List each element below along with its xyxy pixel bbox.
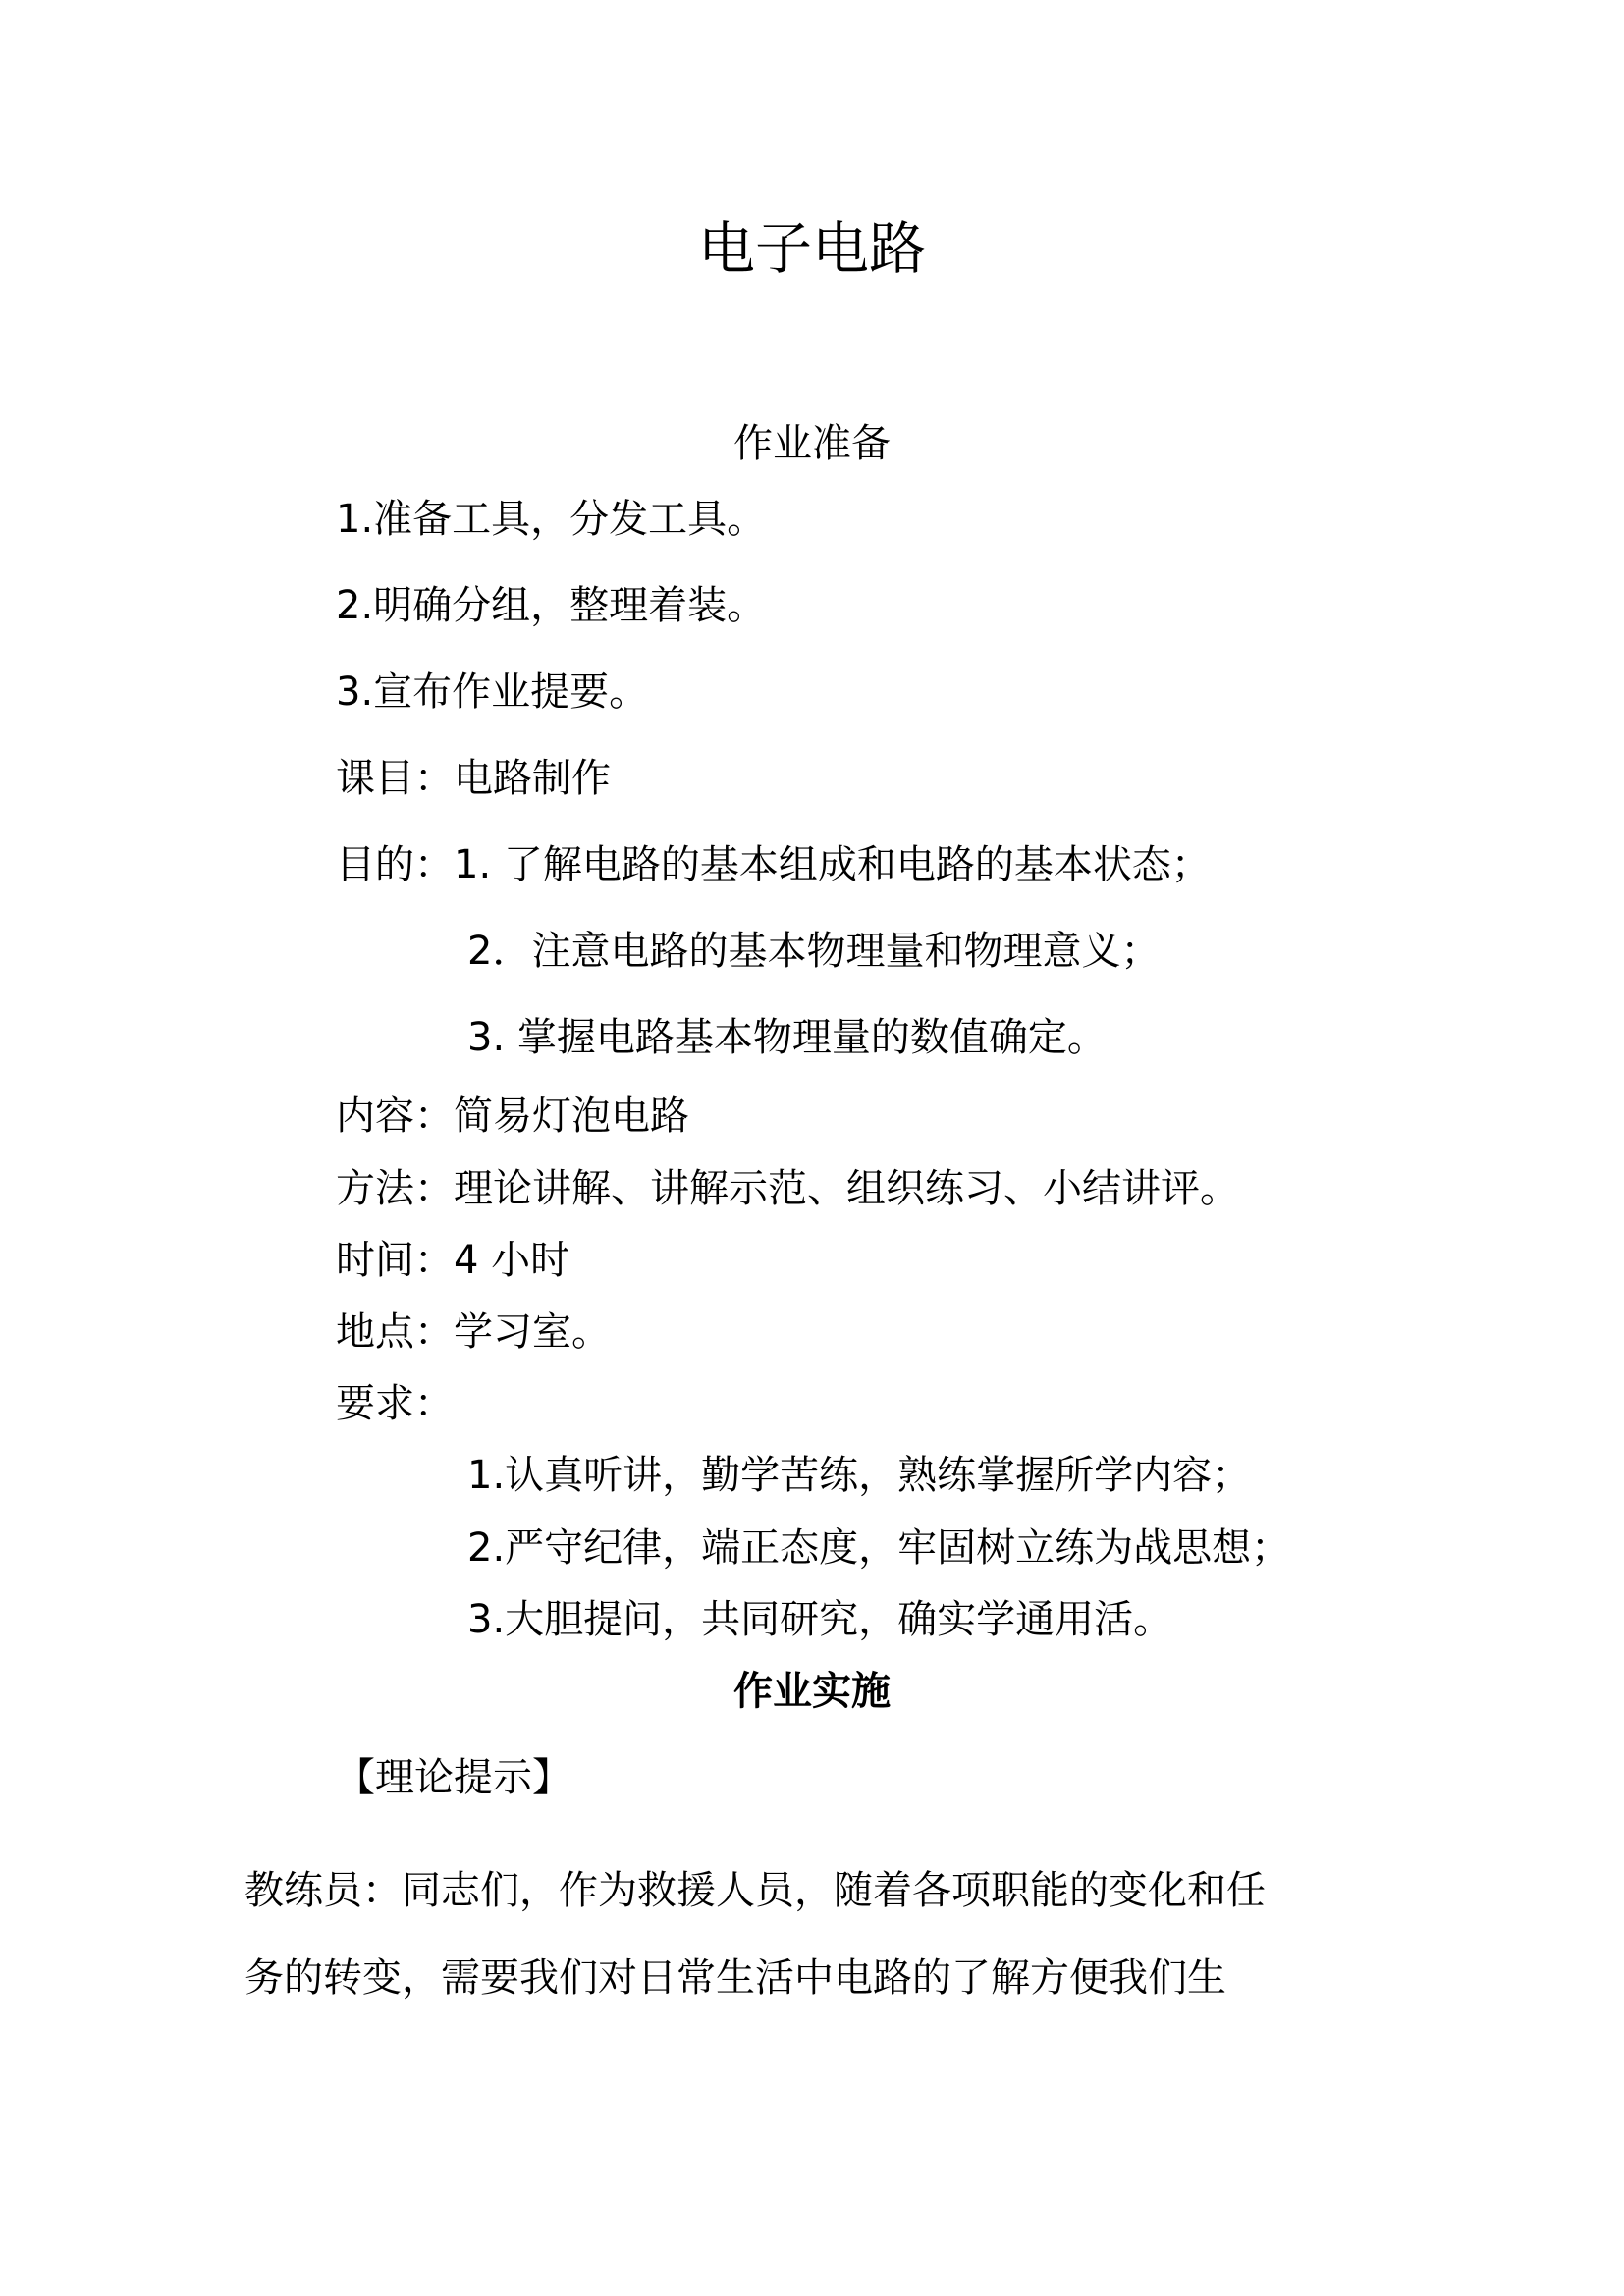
time-value: 4 小时 bbox=[454, 1238, 570, 1283]
content-row bbox=[336, 1094, 689, 1139]
method-value: 理论讲解、讲解示范、组织练习、小结讲评。 bbox=[454, 1166, 1239, 1211]
prepare-step-3: 3.宣布作业提要。 bbox=[336, 669, 649, 715]
purpose-item-1: 1. 了解电路的基本组成和电路的基本状态； bbox=[454, 842, 1211, 887]
paragraph-line-2: 务的转变，需要我们对日常生活中电路的了解方便我们生 bbox=[244, 1955, 1226, 2001]
content-label: 内容： bbox=[336, 1094, 454, 1139]
method-row bbox=[336, 1166, 1239, 1211]
purpose-label: 目的： bbox=[336, 842, 454, 887]
purpose-item-2: 2．注意电路的基本物理量和物理意义； bbox=[467, 929, 1161, 974]
section-heading-prepare: 作业准备 bbox=[733, 421, 891, 466]
subject-row bbox=[336, 756, 611, 801]
location-row bbox=[336, 1309, 611, 1355]
requirement-item-2: 2.严守纪律，端正态度，牢固树立练为战思想； bbox=[467, 1525, 1291, 1571]
requirements-label: 要求： bbox=[336, 1381, 454, 1426]
subject-label: 课目： bbox=[336, 756, 454, 801]
location-label: 地点： bbox=[336, 1309, 454, 1355]
subject-value: 电路制作 bbox=[454, 756, 611, 801]
requirement-item-3: 3.大胆提问，共同研究，确实学通用活。 bbox=[467, 1597, 1173, 1642]
purpose-row bbox=[336, 842, 1211, 887]
method-label: 方法： bbox=[336, 1166, 454, 1211]
prepare-step-2: 2.明确分组，整理着装。 bbox=[336, 583, 767, 628]
content-value: 简易灯泡电路 bbox=[454, 1094, 689, 1139]
time-row bbox=[336, 1238, 570, 1283]
theory-hint-heading: 【理论提示】 bbox=[336, 1755, 571, 1800]
paragraph-line-1: 教练员：同志们，作为救援人员，随着各项职能的变化和任 bbox=[244, 1868, 1266, 1913]
time-label: 时间： bbox=[336, 1238, 454, 1283]
requirement-item-1: 1.认真听讲，勤学苦练，熟练掌握所学内容； bbox=[467, 1453, 1252, 1498]
page-title: 电子电路 bbox=[697, 215, 926, 282]
prepare-step-1: 1.准备工具，分发工具。 bbox=[336, 497, 767, 542]
location-value: 学习室。 bbox=[454, 1309, 611, 1355]
section-heading-implement: 作业实施 bbox=[733, 1669, 891, 1714]
purpose-item-3: 3. 掌握电路基本物理量的数值确定。 bbox=[467, 1015, 1107, 1060]
